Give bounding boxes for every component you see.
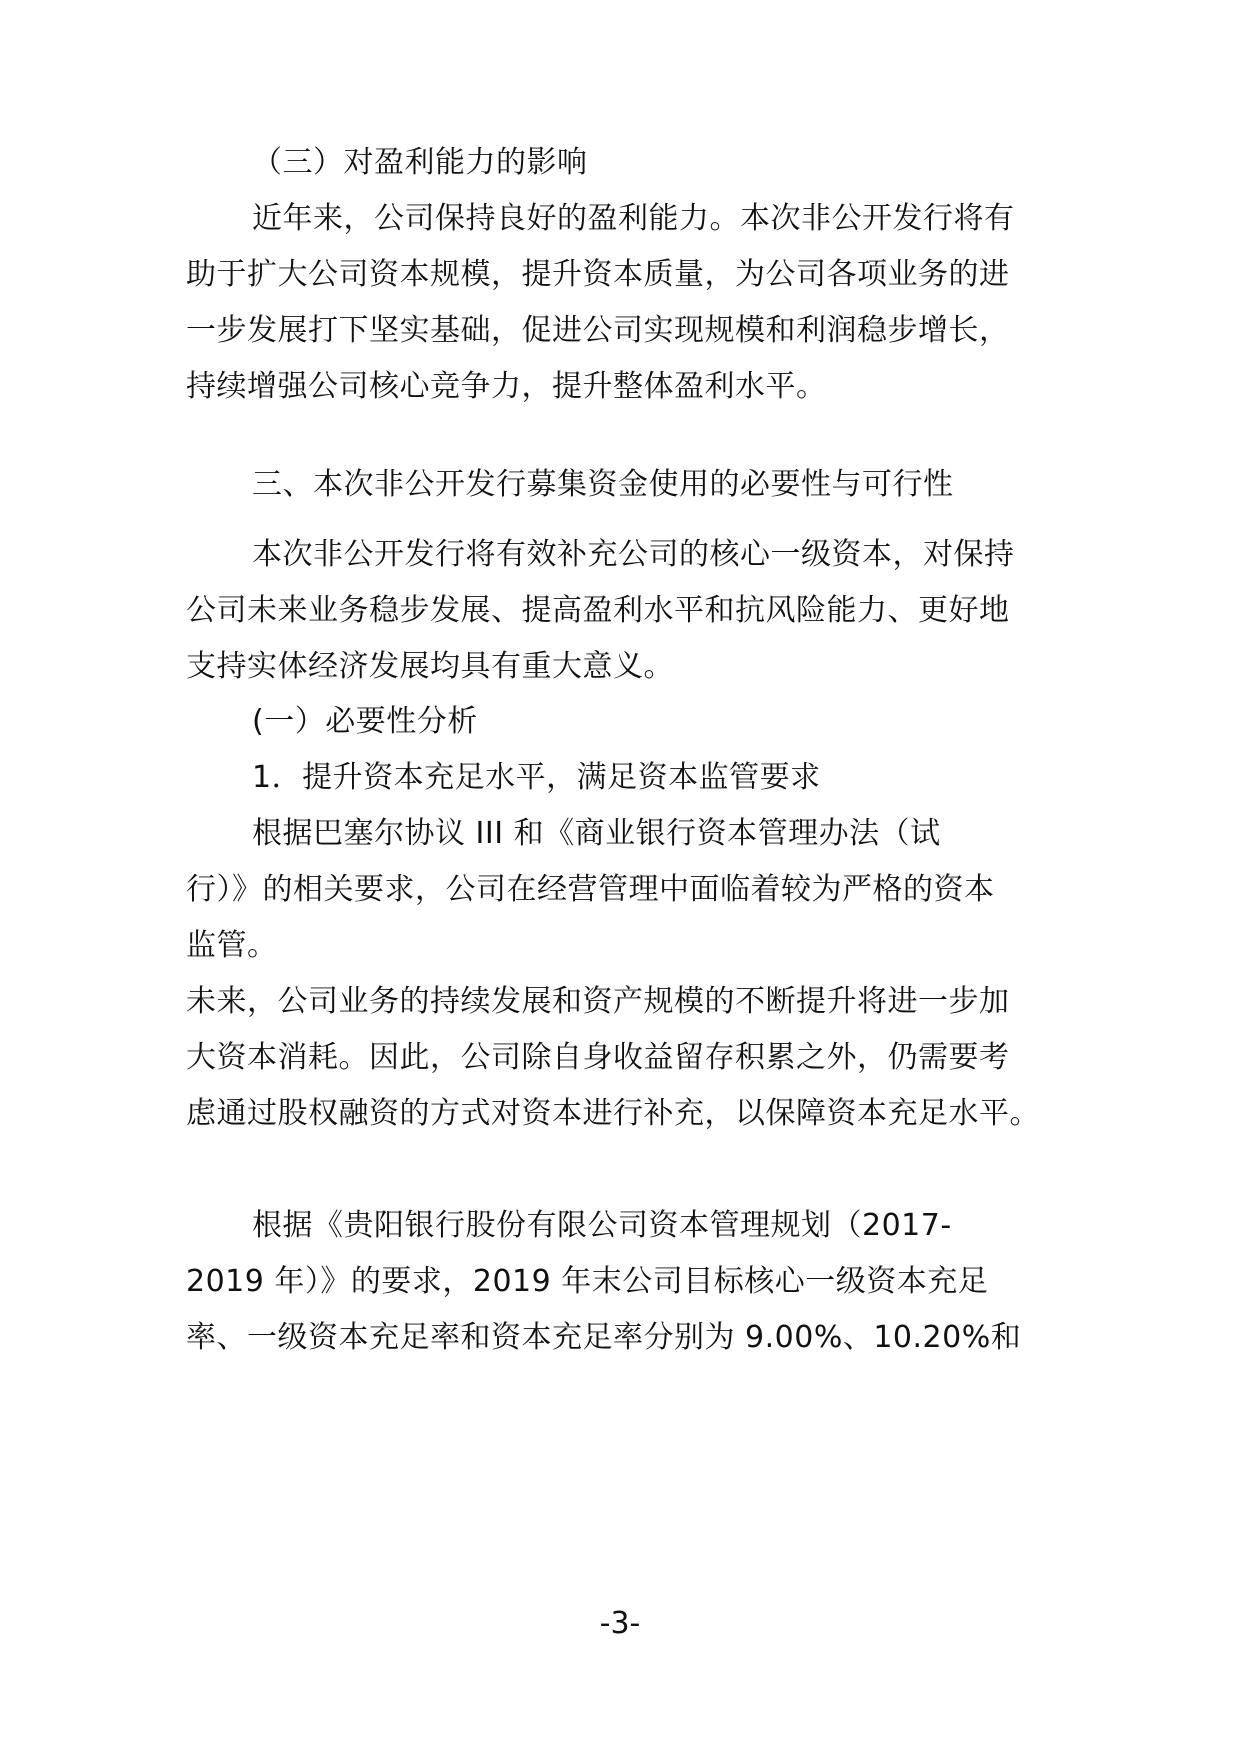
paragraph-line: 大资本消耗。因此，公司除自身收益留存积累之外，仍需要考 (186, 1040, 1010, 1075)
paragraph-line: 支持实体经济发展均具有重大意义。 (186, 649, 674, 684)
paragraph-line: 行）》的相关要求，公司在经营管理中面临着较为严格的资本 (186, 872, 995, 907)
paragraph-line: 根据《贵阳银行股份有限公司资本管理规划（2017- (252, 1208, 952, 1243)
paragraph-line: 监管。 (186, 928, 278, 963)
paragraph-line: 本次非公开发行将有效补充公司的核心一级资本，对保持 (252, 537, 1015, 572)
item-heading: 1．提升资本充足水平，满足资本监管要求 (252, 760, 821, 795)
section-heading: 三、本次非公开发行募集资金使用的必要性与可行性 (252, 467, 954, 502)
paragraph-line: 2019 年）》的要求，2019 年末公司目标核心一级资本充足 (186, 1264, 989, 1299)
paragraph-line: 助于扩大公司资本规模，提升资本质量，为公司各项业务的进 (186, 257, 1010, 292)
subsection-heading: (一）必要性分析 (252, 704, 478, 739)
paragraph-line: 率、一级资本充足率和资本充足率分别为 9.00%、10.20%和 (186, 1320, 1022, 1355)
paragraph-line: 根据巴塞尔协议 III 和《商业银行资本管理办法（试 (252, 816, 941, 851)
paragraph-line: 一步发展打下坚实基础，促进公司实现规模和利润稳步增长， (186, 313, 1010, 348)
paragraph-line: 虑通过股权融资的方式对资本进行补充，以保障资本充足水平。 (186, 1096, 1040, 1131)
paragraph-line: 未来，公司业务的持续发展和资产规模的不断提升将进一步加 (186, 984, 1010, 1019)
paragraph-line: 公司未来业务稳步发展、提高盈利水平和抗风险能力、更好地 (186, 593, 1010, 628)
paragraph-line: 近年来，公司保持良好的盈利能力。本次非公开发行将有 (252, 201, 1015, 236)
page-number: -3- (599, 1606, 641, 1641)
paragraph-line: 持续增强公司核心竞争力，提升整体盈利水平。 (186, 369, 827, 404)
subsection-heading: （三）对盈利能力的影响 (252, 145, 588, 180)
